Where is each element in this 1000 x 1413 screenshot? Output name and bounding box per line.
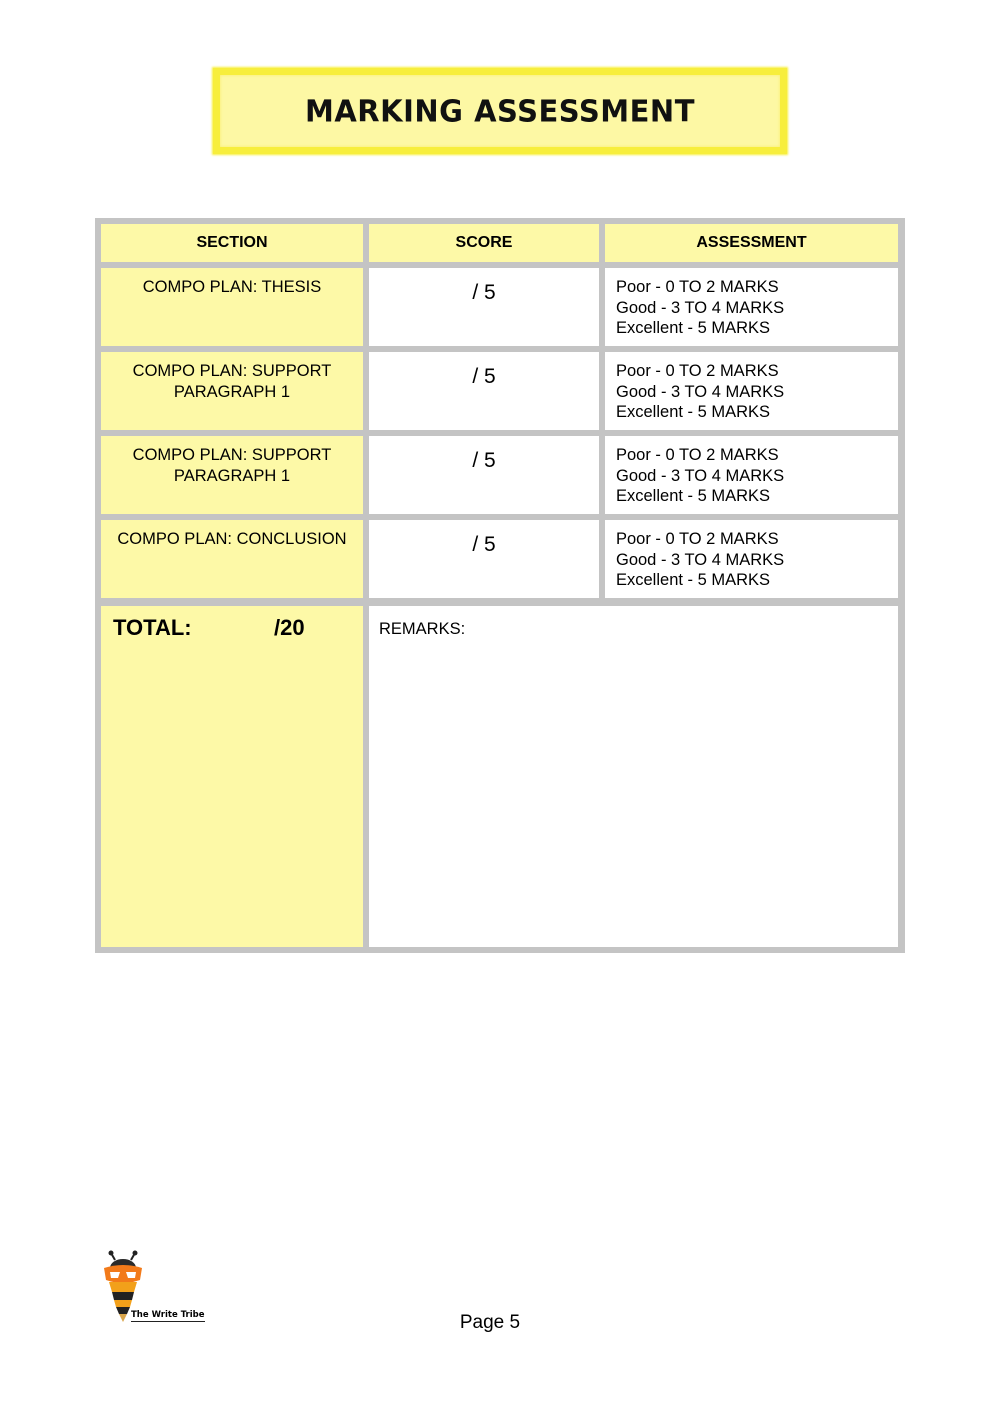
- table-row-4-score[interactable]: / 5: [369, 520, 599, 598]
- title-banner: [213, 68, 787, 154]
- assessment-poor: Poor - 0 TO 2 MARKS: [616, 362, 779, 380]
- total-label: TOTAL:: [113, 615, 192, 640]
- assessment-good: Good - 3 TO 4 MARKS: [616, 382, 785, 401]
- section-label: COMPO PLAN: SUPPORT: [132, 362, 332, 380]
- section-label: COMPO PLAN: CONCLUSION: [117, 530, 347, 548]
- total-cell[interactable]: [101, 606, 363, 947]
- table-row-1-section: [101, 268, 363, 346]
- table-row-3-assessment: [605, 436, 898, 514]
- table-row-2-section: [101, 352, 363, 430]
- assessment-good: Good - 3 TO 4 MARKS: [616, 550, 785, 569]
- header-assessment: ASSESSMENT: [605, 224, 898, 262]
- table-row-4-assessment: [605, 520, 898, 598]
- section-label: COMPO PLAN: THESIS: [142, 278, 322, 296]
- table-row-1-assessment: [605, 268, 898, 346]
- assessment-excellent: Excellent - 5 MARKS: [616, 487, 771, 505]
- assessment-poor: Poor - 0 TO 2 MARKS: [616, 278, 779, 296]
- table-row-3-section: [101, 436, 363, 514]
- assessment-excellent: Excellent - 5 MARKS: [616, 319, 771, 337]
- remarks-label: REMARKS:: [379, 620, 466, 638]
- section-label: COMPO PLAN: SUPPORT: [132, 446, 332, 464]
- assessment-excellent: Excellent - 5 MARKS: [616, 571, 771, 589]
- page-number: Page 5: [459, 1312, 521, 1333]
- assessment-poor: Poor - 0 TO 2 MARKS: [616, 530, 779, 548]
- table-row-1-score[interactable]: / 5: [369, 268, 599, 346]
- table-row-3-score[interactable]: / 5: [369, 436, 599, 514]
- total-max: /20: [274, 615, 305, 640]
- table-row-2-score[interactable]: / 5: [369, 352, 599, 430]
- remarks-cell[interactable]: [369, 606, 898, 947]
- assessment-excellent: Excellent - 5 MARKS: [616, 403, 771, 421]
- assessment-poor: Poor - 0 TO 2 MARKS: [616, 446, 779, 464]
- marking-table: [95, 218, 905, 953]
- header-score: SCORE: [369, 224, 599, 262]
- logo-caption: The Write Tribe: [131, 1310, 205, 1320]
- header-section: SECTION: [101, 224, 363, 262]
- page-title: MARKING ASSESSMENT: [305, 93, 695, 129]
- assessment-good: Good - 3 TO 4 MARKS: [616, 298, 785, 317]
- table-row-4-section: [101, 520, 363, 598]
- table-row-2-assessment: [605, 352, 898, 430]
- section-label-line-2: PARAGRAPH 1: [173, 466, 291, 485]
- assessment-good: Good - 3 TO 4 MARKS: [616, 466, 785, 485]
- section-label-line-2: PARAGRAPH 1: [173, 382, 291, 401]
